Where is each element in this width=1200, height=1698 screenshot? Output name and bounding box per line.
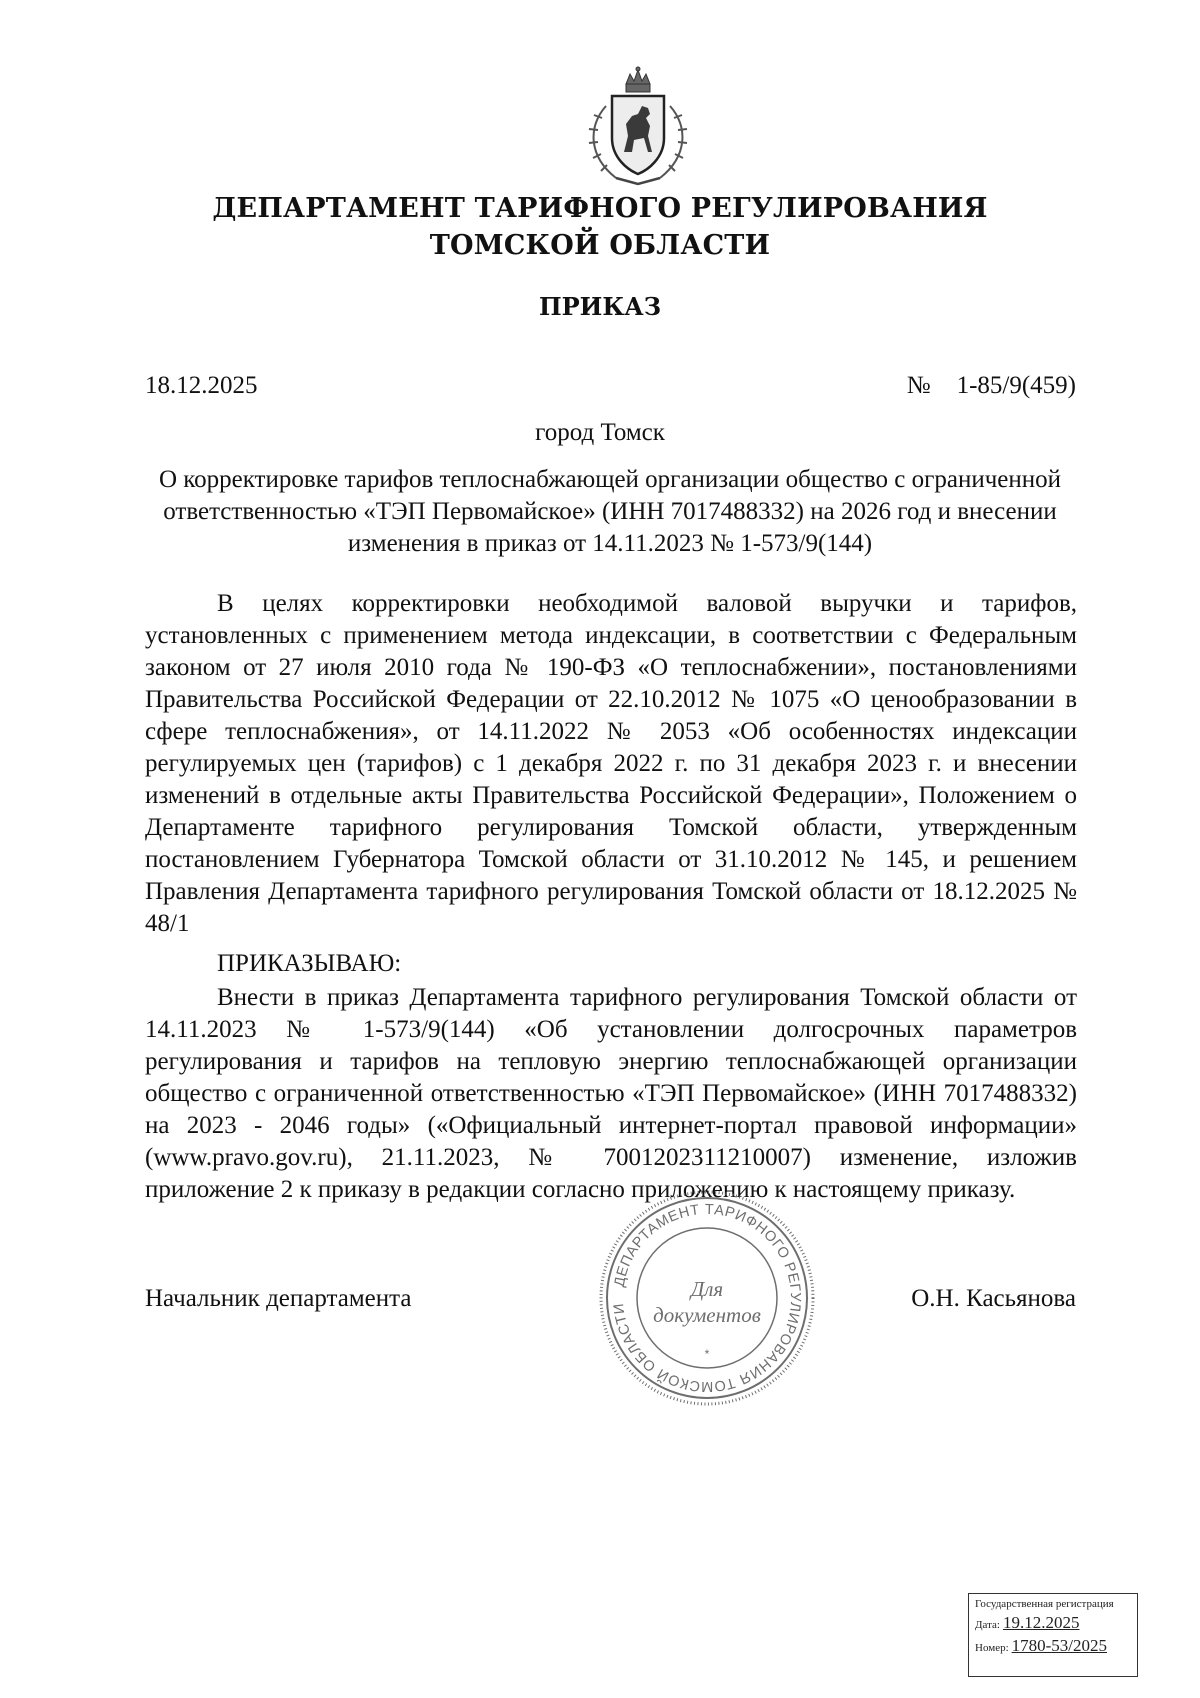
preamble-paragraph: В целях корректировки необходимой валовой выручки и тарифов, установленных с применением метода индексации, в соответствии с Федеральным законом от 27 июля 2010 года № 190-ФЗ «О теплоснабжении», постановлениями Правительства Российской Федерации от 22.10.2012 № 1075 «О ценообразовании в сфере теплоснабжения», от 14.11.2022 № 2053 «Об особенностях индексации регулируемых цен (тарифов) с 1 декабря 2022 г. по 31 декабря 2023 г. и внесении изменений в отдельные акты Правительства Российской Федерации», Положением о Департаменте тарифного регулирования Томской области, утвержденным постановлением Губернатора Томской области от 31.10.2012 № 145, и решением Правления Департамента тарифного регулирования Томской области от 18.12.2025 № 48/1 <box>145 590 1077 937</box>
registration-date-row <box>975 1613 1131 1633</box>
department-title <box>0 190 1200 264</box>
department-title-line2: ТОМСКОЙ ОБЛАСТИ <box>429 230 771 261</box>
registration-date-label: Дата: <box>975 1619 1000 1631</box>
seal-center-line2: документов <box>653 1303 761 1327</box>
registration-date: 19.12.2025 <box>1002 1613 1080 1632</box>
city-line: город Томск <box>535 419 665 446</box>
order-subject: О корректировке тарифов теплоснабжающей организации общество с ограниченной ответственностью «ТЭП Первомайское» (ИНН 7017488332) на 2026 год и внесении изменения в приказ от 14.11.2023 № 1-573/9(144) <box>158 466 1062 557</box>
signatory-name: О.Н. Касьянова <box>911 1285 1076 1312</box>
official-seal-stamp <box>597 1188 817 1408</box>
number-sign: № <box>906 372 931 399</box>
registration-heading: Государственная регистрация <box>975 1598 1114 1610</box>
registration-number-label: Номер: <box>975 1642 1009 1654</box>
seal-ring-text: ДЕПАРТАМЕНТ ТАРИФНОГО РЕГУЛИРОВАНИЯ ТОМСКОЙ ОБЛАСТИ <box>611 1201 804 1395</box>
order-number <box>907 372 1076 400</box>
signatory-position: Начальник департамента <box>145 1285 412 1312</box>
document-type-title: ПРИКАЗ <box>538 292 662 321</box>
ordering-word: ПРИКАЗЫВАЮ: <box>217 950 402 977</box>
order-number-value: 1-85/9(459) <box>956 372 1076 399</box>
clause-paragraph: Внести в приказ Департамента тарифного регулирования Томской области от 14.11.2023 № 1-573/9(144) «Об установлении долгосрочных параметров регулирования и тарифов на тепловую энергию теплоснабжающей организации общество с ограниченной ответственностью «ТЭП Первомайское» (ИНН 7017488332) на 2023 - 2046 годы» («Официальный интернет-портал правовой информации» (www.pravo.gov.ru), 21.11.2023, № 7001202311210007) изменение, изложив приложение 2 к приказу в редакции согласно приложению к настоящему приказу. <box>145 984 1077 1203</box>
department-title-line1: ДЕПАРТАМЕНТ ТАРИФНОГО РЕГУЛИРОВАНИЯ <box>212 193 988 224</box>
seal-center-line1: Для <box>690 1277 724 1301</box>
registration-box <box>968 1593 1138 1677</box>
registration-number: 1780-53/2025 <box>1011 1636 1108 1655</box>
coat-of-arms-emblem <box>576 66 700 190</box>
svg-text:*: * <box>704 1347 710 1361</box>
registration-number-row <box>975 1636 1131 1656</box>
order-date: 18.12.2025 <box>145 372 258 399</box>
